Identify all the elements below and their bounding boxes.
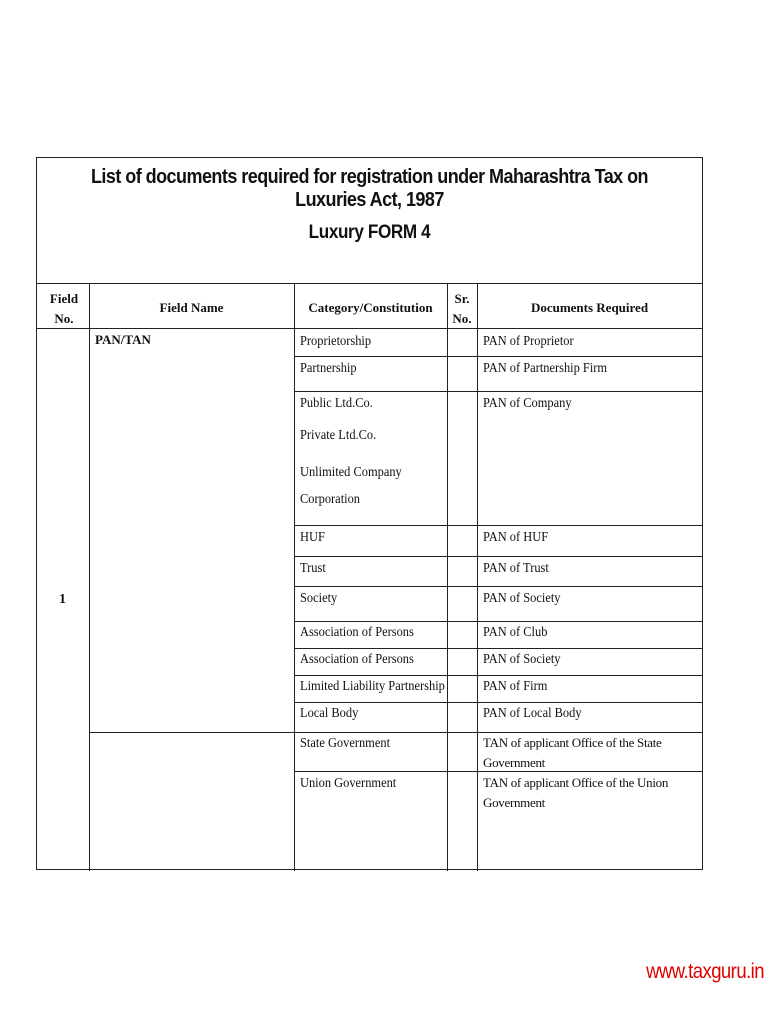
category-cell: Society [300, 590, 338, 605]
header-divider [37, 328, 702, 329]
field-no-value: 1 [59, 592, 66, 607]
row-divider [294, 525, 702, 526]
category-cell: Association of Persons [300, 651, 414, 666]
category-cell: Public Ltd.Co. [300, 395, 373, 410]
header-sr-no: Sr. No. [452, 291, 472, 326]
header-field-name: Field Name [159, 300, 224, 315]
document-cell: PAN of HUF [483, 529, 549, 544]
category-cell: Union Government [300, 775, 397, 790]
document-cell: TAN of applicant Office of the State Government [483, 735, 662, 770]
category-cell: HUF [300, 529, 325, 544]
form-title: List of documents required for registration under Maharashtra Tax on Luxuries Act, 1987 [90, 166, 649, 211]
col-divider [447, 284, 448, 871]
document-cell: PAN of Society [483, 651, 561, 666]
col-divider [89, 284, 90, 871]
row-divider [294, 356, 702, 357]
category-cell: Association of Persons [300, 624, 414, 639]
documents-form [36, 157, 703, 870]
col-divider [294, 284, 295, 871]
field-name-value: PAN/TAN [95, 332, 151, 347]
category-cell: Private Ltd.Co. [300, 427, 377, 442]
category-cell: Trust [300, 560, 326, 575]
category-cell: Unlimited Company [300, 464, 402, 479]
header-documents: Documents Required [530, 300, 649, 315]
document-cell: TAN of applicant Office of the Union Government [483, 775, 669, 810]
row-divider [294, 556, 702, 557]
category-cell: Proprietorship [300, 333, 372, 348]
document-cell: PAN of Partnership Firm [483, 360, 608, 375]
row-divider [294, 391, 702, 392]
col-divider [477, 284, 478, 871]
category-cell: State Government [300, 735, 391, 750]
document-cell: PAN of Company [483, 395, 572, 410]
document-cell: PAN of Firm [483, 678, 548, 693]
document-cell: PAN of Local Body [483, 705, 582, 720]
header-category: Category/Constitution [308, 300, 433, 315]
category-cell: Corporation [300, 491, 361, 506]
document-cell: PAN of Proprietor [483, 333, 574, 348]
document-cell: PAN of Club [483, 624, 548, 639]
document-cell: PAN of Trust [483, 560, 549, 575]
title-block [37, 158, 702, 284]
form-subtitle: Luxury FORM 4 [308, 222, 431, 243]
watermark: www.taxguru.in [646, 960, 764, 983]
category-cell: Local Body [300, 705, 359, 720]
header-field-no: Field No. [49, 291, 79, 326]
document-cell: PAN of Society [483, 590, 561, 605]
row-divider [294, 586, 702, 587]
category-cell: Partnership [300, 360, 357, 375]
category-cell: Limited Liability Partnership [300, 678, 445, 693]
